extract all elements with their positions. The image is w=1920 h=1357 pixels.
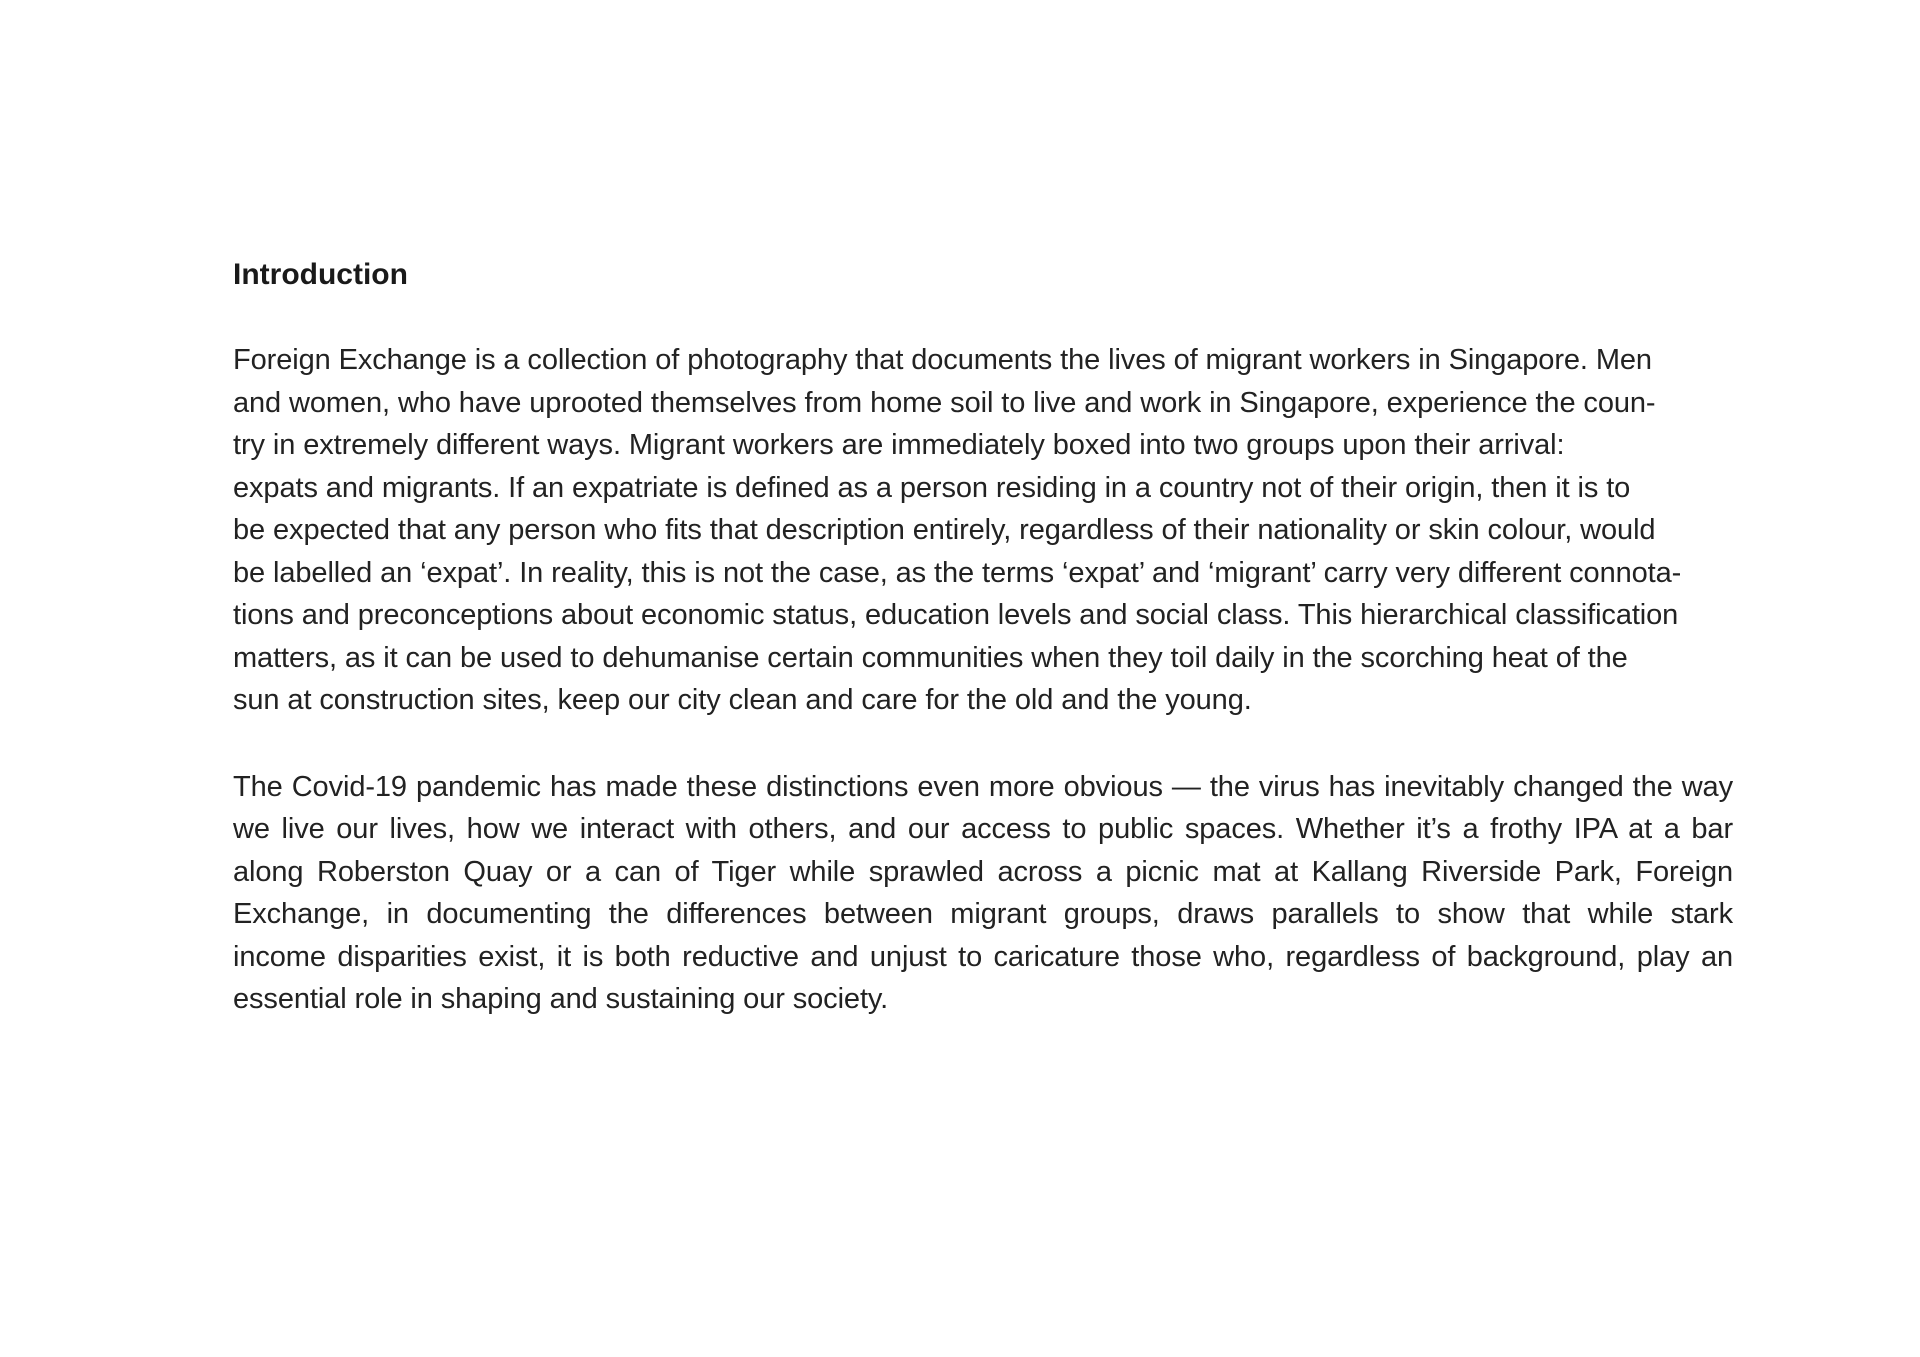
- paragraph-line: Exchange, in documenting the differences between migrant groups, draws parallels to show that while stark: [233, 898, 1733, 930]
- paragraph-covid: [233, 766, 1733, 1021]
- paragraph-line: income disparities exist, it is both reductive and unjust to caricature those who, regardless of background, play an: [233, 940, 1733, 973]
- paragraph-intro: [233, 339, 1733, 722]
- section-heading: Introduction: [233, 258, 408, 291]
- paragraph-line: and women, who have uprooted themselves from home soil to live and work in Singapore, experience the coun-: [233, 386, 1656, 419]
- paragraph-line: be labelled an ‘expat’. In reality, this is not the case, as the terms ‘expat’ and ‘migrant’ carry very different connota-: [233, 556, 1682, 589]
- paragraph-line: sun at construction sites, keep our city clean and care for the old and the young.: [233, 684, 1252, 716]
- paragraph-line: we live our lives, how we interact with others, and our access to public spaces. Whether it’s a frothy IPA at a bar: [233, 813, 1733, 845]
- paragraph-line: expats and migrants. If an expatriate is defined as a person residing in a country not of their origin, then it is to: [233, 471, 1631, 504]
- paragraph-line: Foreign Exchange is a collection of photography that documents the lives of migrant workers in Singapore. Men: [233, 344, 1652, 376]
- paragraph-line: essential role in shaping and sustaining our society.: [233, 983, 889, 1015]
- document-content: [233, 255, 1733, 1021]
- paragraph-line: be expected that any person who fits that description entirely, regardless of their nationality or skin colour, would: [233, 514, 1656, 546]
- paragraph-line: along Roberston Quay or a can of Tiger while sprawled across a picnic mat at Kallang Riverside Park, Foreign: [233, 855, 1733, 888]
- paragraph-line: matters, as it can be used to dehumanise certain communities when they toil daily in the scorching heat of the: [233, 641, 1628, 674]
- paragraph-line: The Covid-19 pandemic has made these distinctions even more obvious — the virus has inevitably changed the way: [233, 770, 1733, 803]
- paragraph-line: try in extremely different ways. Migrant workers are immediately boxed into two groups upon their arrival:: [233, 429, 1565, 461]
- paragraph-line: tions and preconceptions about economic status, education levels and social class. This hierarchical classification: [233, 599, 1679, 631]
